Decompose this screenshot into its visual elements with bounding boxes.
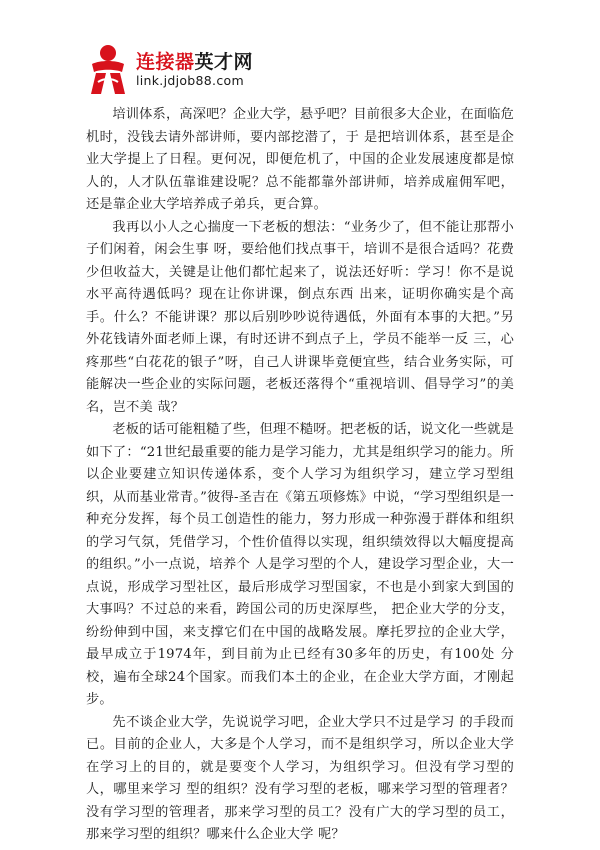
paragraph-2: 我再以小人之心揣度一下老板的想法：“业务少了，但不能让那帮小子们闲着，闲会生事 呀，要给他们找点事干，培训不是很合适吗？花费少但收益大，关键是让他们都忙起来了，说法还好听：学习！你不是说水平高待遇低吗？现在让你讲课，倒点东西 出来，证明你确实是个高手。什么？不能讲课？那以后别吵吵说待遇低，外面有本事的大把。”另外花钱请外面老师上课，有时还讲不到点子上，学员不能举一反 三，心疼那些“白花花的银子”呀，自己人讲课毕竟便宜些，结合业务实际，可能解决一些企业的实际问题，老板还落得个“重视培训、倡导学习”的美名，岂不美 哉？ — [86, 219, 514, 415]
article-body — [86, 104, 514, 847]
site-header — [86, 42, 253, 98]
brand-name-black: 英才网 — [194, 51, 254, 73]
brand-name — [136, 51, 253, 73]
paragraph-3: 老板的话可能粗糙了些，但理不糙呀。把老板的话，说文化一些就是如下了：“21世纪最重要的能力是学习能力，尤其是组织学习的能力。所以企业要建立知识传递体系，变个人学习为组织学习，建立学习型组织，从而基业常青。”彼得-圣吉在《第五项修炼》中说，“学习型组织是一种充分发挥，每个员工创造性的能力，努力形成一种弥漫于群体和组织的学习气氛，凭借学习，个性价值得以实现，组织绩效得以大幅度提高的组织。”小一点说，培养个 人是学习型的个人，建设学习型企业，大一点说，形成学习型社区，最后形成学习型国家，不也是小到家大到国的大事吗？不过总的来看，跨国公司的历史深厚些， 把企业大学的分支，纷纷伸到中国，来支撑它们在中国的战略发展。摩托罗拉的企业大学，最早成立于1974年，到目前为止已经有30多年的历史，有100处 分校，遍布全球24个国家。而我们本土的企业，在企业大学方面，才刚起步。 — [86, 422, 515, 707]
brand-url: link.jdjob88.com — [136, 73, 244, 88]
paragraph-1: 培训体系，高深吧？企业大学，悬乎吧？目前很多大企业，在面临危机时，没钱去请外部讲师，要内部挖潜了，于 是把培训体系，甚至是企业大学提上了日程。更何况，即便危机了，中国的企业发展速度都是惊人的，人才队伍靠谁建设呢？总不能都靠外部讲师，培养成雇佣军吧，还是靠企业大学培养成子弟兵，更合算。 — [86, 107, 515, 212]
brand-name-red: 连接器 — [136, 51, 195, 73]
brand-logo-icon — [86, 42, 130, 98]
brand-logo-text — [136, 51, 253, 89]
paragraph-4: 先不谈企业大学，先说说学习吧，企业大学只不过是学习 的手段而已。目前的企业人，大多是个人学习，而不是组织学习，所以企业大学在学习上的目的，就是要变个人学习，为组织学习。但没有学习型的人，哪里来学习 型的组织？没有学习型的老板，哪来学习型的管理者？没有学习型的管理者，那来学习型的员工？没有广大的学习型的员工，那来学习型的组织？哪来什么企业大学 呢？ — [86, 714, 514, 842]
